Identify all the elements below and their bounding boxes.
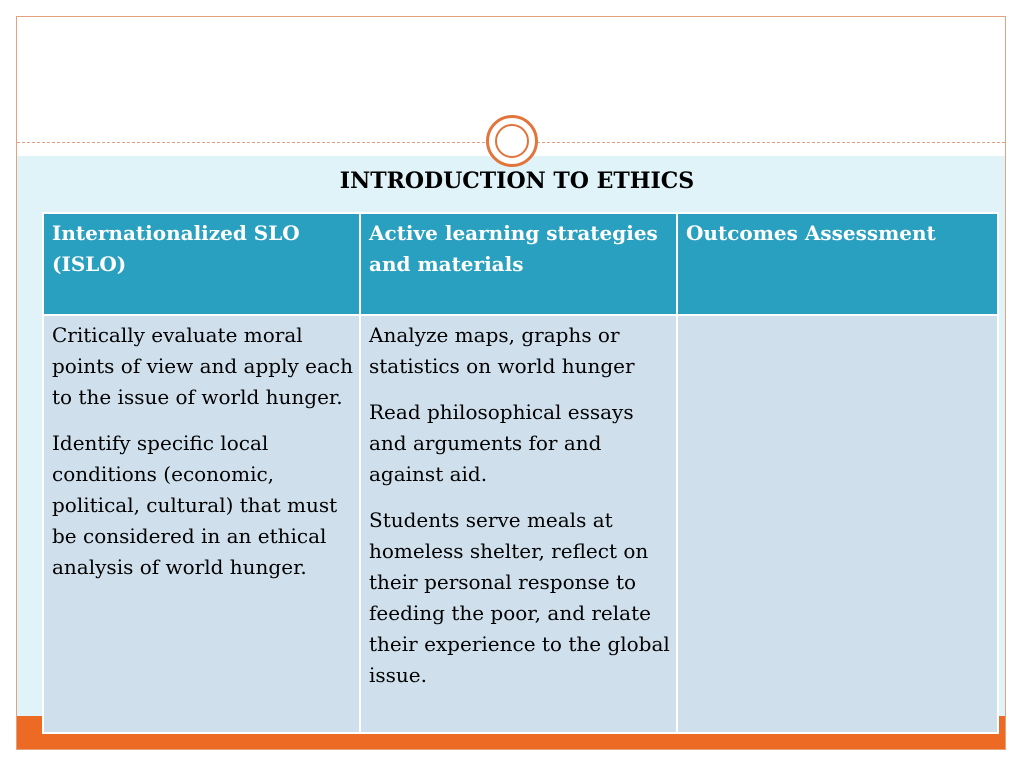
strategy-paragraph: Students serve meals at homeless shelter, reflect on their personal response to feeding the poor, and relate their experience to the global issue. (369, 508, 670, 687)
islo-paragraph: Critically evaluate moral points of view and apply each to the issue of world hunger. (52, 323, 353, 409)
table-row (43, 315, 998, 733)
circle-ornament-icon (486, 115, 538, 167)
cell-assessment (677, 315, 998, 733)
table-header-row (43, 213, 998, 315)
circle-ornament-inner (495, 124, 529, 158)
strategy-paragraph: Read philosophical essays and arguments for and against aid. (369, 400, 634, 486)
strategy-paragraph: Analyze maps, graphs or statistics on world hunger (369, 323, 635, 378)
cell-strategies (360, 315, 677, 733)
cell-islo (43, 315, 360, 733)
islo-paragraph: Identify specific local conditions (economic, political, cultural) that must be considered in an ethical analysis of world hunger. (52, 431, 338, 579)
slo-table (42, 212, 999, 734)
header-strategies: Active learning strategies and materials (360, 213, 677, 315)
slide-title: INTRODUCTION TO ETHICS (339, 168, 695, 194)
header-assessment: Outcomes Assessment (677, 213, 998, 315)
header-islo: Internationalized SLO (ISLO) (43, 213, 360, 315)
